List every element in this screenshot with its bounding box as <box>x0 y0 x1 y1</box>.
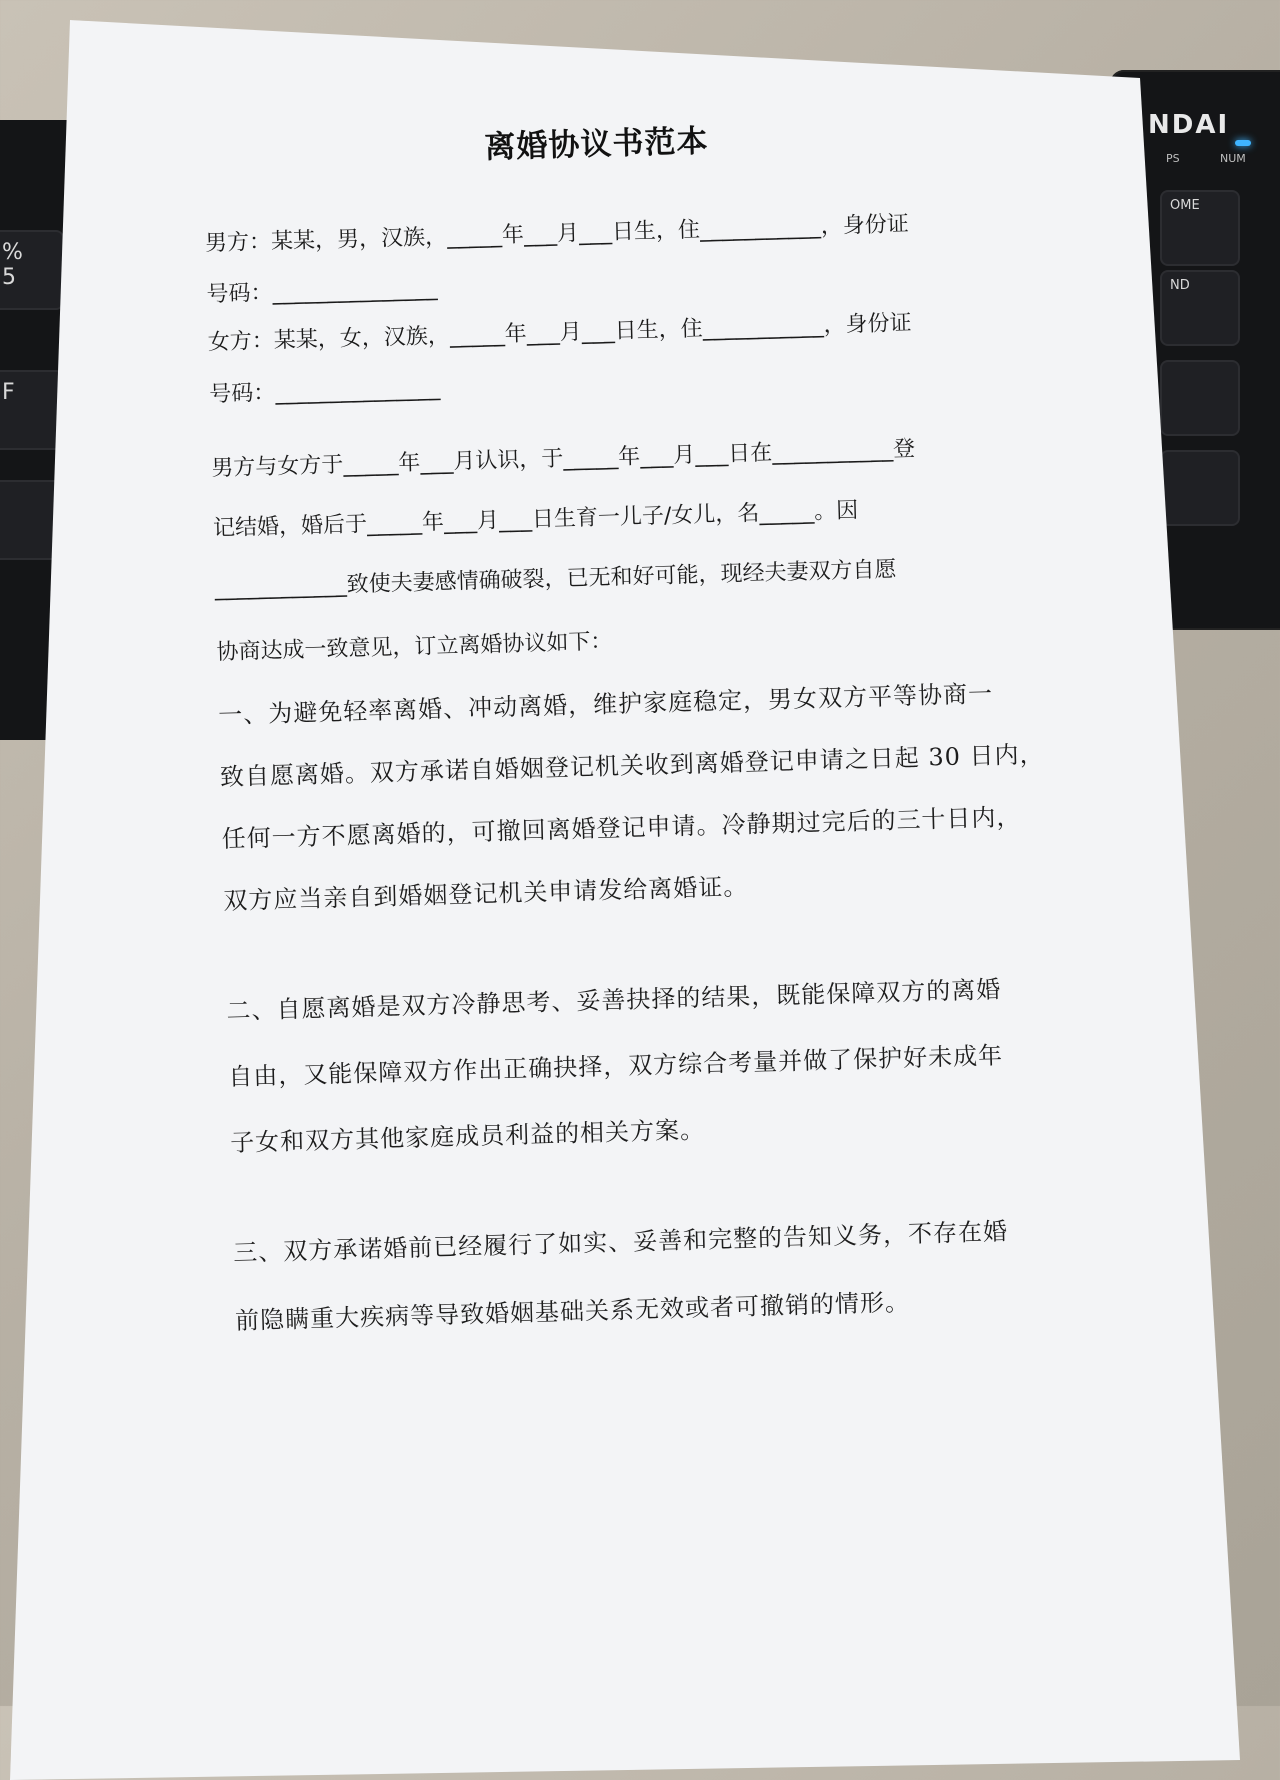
f-key-label: F <box>2 380 15 405</box>
intro-line-1: 男方与女方于_____年___月认识，于_____年___月___日在___________登 <box>211 436 916 482</box>
clause-2-line-2: 自由，又能保障双方作出正确抉择，双方综合考量并做了保护好未成年 <box>227 1041 1004 1092</box>
clause-3-line-1: 三、双方承诺婚前已经履行了如实、妥善和完整的告知义务，不存在婚 <box>232 1217 1009 1268</box>
clause-2-line-1: 二、自愿离婚是双方冷静思考、妥善抉择的结果，既能保障双方的离婚 <box>226 975 1002 1026</box>
five-key-label: 5 <box>2 265 16 290</box>
caps-indicator-label: PS <box>1166 152 1180 165</box>
clause-2-line-3: 子女和双方其他家庭成员利益的相关方案。 <box>229 1115 706 1158</box>
keyboard-brand: NDAI <box>1148 110 1230 140</box>
female-id-line: 号码：_______________ <box>208 375 441 408</box>
percent-key-label: % <box>2 240 23 265</box>
document-title: 离婚协议书范本 <box>484 123 709 166</box>
home-key-label: OME <box>1170 198 1200 213</box>
intro-line-3: ____________致使夫妻感情确破裂，已无和好可能，现经夫妻双方自愿 <box>214 557 897 602</box>
female-party-line: 女方：某某，女，汉族，_____年___月___日生，住___________，身份证 <box>207 310 912 356</box>
num-indicator-label: NUM <box>1220 152 1246 165</box>
male-id-line: 号码：_______________ <box>206 275 438 308</box>
clause-1-line-2: 致自愿离婚。双方承诺自婚姻登记机关收到离婚登记申请之日起 30 日内， <box>219 740 1045 792</box>
clause-1-line-4: 双方应当亲自到婚姻登记机关申请发给离婚证。 <box>223 872 749 916</box>
clause-1-line-3: 任何一方不愿离婚的，可撤回离婚登记申请。冷静期过完后的三十日内， <box>221 802 1022 854</box>
end-key-label: ND <box>1170 278 1190 293</box>
intro-line-4: 协商达成一致意见，订立离婚协议如下： <box>216 629 613 666</box>
clause-1-line-1: 一、为避免轻率离婚、冲动离婚，维护家庭稳定，男女双方平等协商一 <box>217 679 994 730</box>
intro-line-2: 记结婚，婚后于_____年___月___日生育一儿子/女儿，名_____。因 <box>212 498 859 542</box>
clause-3-line-2: 前隐瞒重大疾病等导致婚姻基础关系无效或者可撤销的情形。 <box>234 1288 911 1335</box>
male-party-line: 男方：某某，男，汉族，_____年___月___日生，住___________，身份证 <box>204 211 910 257</box>
